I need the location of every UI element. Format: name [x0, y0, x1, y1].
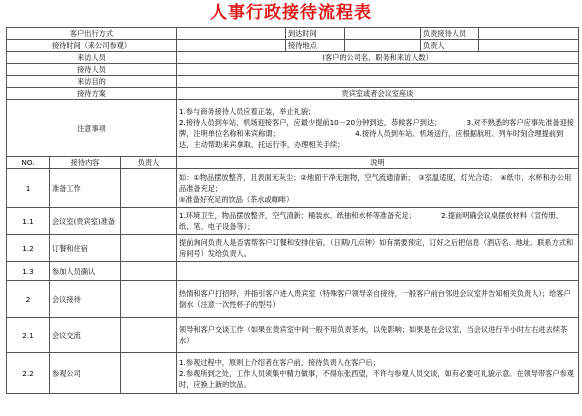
row-desc — [177, 169, 579, 208]
table-row — [7, 235, 579, 262]
row-no: 2.2 — [7, 353, 50, 394]
visitors-label: 来访人员 — [7, 52, 177, 64]
row-no: 2.1 — [7, 318, 50, 353]
reception-table — [6, 27, 579, 394]
row-desc-line: 如：①物品摆放整齐，且表面无灰尘；②地面干净无脏物，空气流通清新； ③室温适度，灯光合适； ④纸巾、水杯和办公用品准备充足； — [179, 172, 572, 193]
row-desc-line: 2.参观所到之处，工作人员须集中精力做事，不得东张西望，不许与参观人员交谈，如有必要可礼貌示意。在领导带客户参观时，应换上新的饮品。 — [179, 368, 574, 389]
row-no: 2 — [7, 281, 50, 318]
receivers-label: 接待人员 — [7, 64, 177, 76]
row-content: 参观公司 — [50, 353, 121, 394]
purpose-value[interactable] — [177, 76, 579, 88]
receivers-row — [7, 64, 579, 76]
plan-value: 贵宾室或者会议室座谈 — [177, 88, 579, 100]
visitors-hint: (客户的公司名、职务和来访人数） — [177, 52, 579, 64]
row-content: 订餐和住宿 — [50, 235, 121, 262]
info-row-2 — [7, 40, 579, 52]
row-desc: 提前询问负责人是否需帮客户订餐和安排住宿。（日期/几点钟）如有需要预定，订好之后把信息（酒店名、地址、联系方式和房间号）发给负责人。 — [177, 235, 579, 262]
info-label: 到达时间 — [286, 28, 345, 40]
notes-label: 注意事项 — [7, 100, 177, 157]
info-label: 负责接待人员 — [421, 28, 479, 40]
page-title: 人事行政接待流程表 — [210, 3, 372, 23]
info-row-1 — [7, 28, 579, 40]
info-value[interactable] — [479, 40, 579, 52]
notes-line: 2.接待人员到车站、机场迎接客户，应最少提前10－20分钟到达，恭候客户到达； 3.对不熟悉的客户应事先准备迎接牌，注明单位名称和来宾称谓； 4.接待人员到车站、机场送行，应根据航班、列车时刻合理提前到达，主动帮助来宾拿取、托运行李，办理相关手续； — [179, 118, 574, 149]
row-owner[interactable] — [121, 281, 177, 318]
row-content: 参加人员确认 — [50, 262, 121, 281]
row-desc-line: ⑤准备好充足的饮品（茶水或咖啡） — [179, 194, 294, 204]
info-value[interactable] — [345, 40, 421, 52]
row-no: 1.2 — [7, 235, 50, 262]
row-content: 会议交流 — [50, 318, 121, 353]
info-value[interactable] — [177, 28, 286, 40]
row-desc — [177, 353, 579, 394]
row-owner[interactable] — [121, 318, 177, 353]
table-header — [7, 157, 579, 169]
header-no: NO. — [7, 157, 50, 169]
header-desc: 说明 — [177, 157, 579, 169]
purpose-label: 来访目的 — [7, 76, 177, 88]
row-owner[interactable] — [121, 353, 177, 394]
row-desc-line: 1.参观过程中，原则上介绍者在客户前，接待负责人在客户后； — [179, 357, 380, 367]
header-owner: 负责人 — [121, 157, 177, 169]
row-content: 会议接待 — [50, 281, 121, 318]
info-label: 接待时间（来公司参观） — [7, 40, 177, 52]
row-no: 1.1 — [7, 208, 50, 235]
row-desc: 1.环境卫生，物品摆放整齐，空气清新；桶装水、纸抽和水杯等准备充足； 2.提前明确会议桌摆放材料（宣传册、纸、笔、电子设备等）； — [177, 208, 579, 235]
table-row — [7, 208, 579, 235]
row-desc: 热情和客户打招呼，并指引客户进入贵宾室（特殊客户领导亲自接待，一般客户前台邻进会议室并告知相关负责人）；给客户倒水（注意一次性杯子的型号） — [177, 281, 579, 318]
header-content: 接待内容 — [50, 157, 121, 169]
info-label: 接待地点 — [286, 40, 345, 52]
info-label: 负责人 — [421, 40, 479, 52]
row-owner[interactable] — [121, 169, 177, 208]
purpose-row — [7, 76, 579, 88]
table-row — [7, 281, 579, 318]
info-label: 客户出行方式 — [7, 28, 177, 40]
row-owner[interactable] — [121, 235, 177, 262]
info-value[interactable] — [479, 28, 579, 40]
receivers-value[interactable] — [177, 64, 579, 76]
info-value[interactable] — [177, 40, 286, 52]
table-row — [7, 318, 579, 353]
row-no: 1 — [7, 169, 50, 208]
row-desc: 领导和客户交谈工作（如果在贵宾室中间一般不用负责茶水，以免影响；如果是在会议室，当会议进行半小时左右进去续茶水） — [177, 318, 579, 353]
row-content: 会议室(贵宾室)准备 — [50, 208, 121, 235]
plan-row — [7, 88, 579, 100]
notes-row — [7, 100, 579, 157]
row-owner[interactable] — [121, 262, 177, 281]
row-desc — [177, 262, 579, 281]
plan-label: 接待方案 — [7, 88, 177, 100]
notes-text — [177, 100, 579, 157]
table-row — [7, 262, 579, 281]
notes-line: 1.参与商务接待人员应着正装，举止礼貌； — [179, 107, 316, 116]
row-no: 1.3 — [7, 262, 50, 281]
row-owner[interactable] — [121, 208, 177, 235]
row-content: 准备工作 — [50, 169, 121, 208]
info-value[interactable] — [345, 28, 421, 40]
table-row — [7, 169, 579, 208]
visitors-row — [7, 52, 579, 64]
table-row — [7, 353, 579, 394]
